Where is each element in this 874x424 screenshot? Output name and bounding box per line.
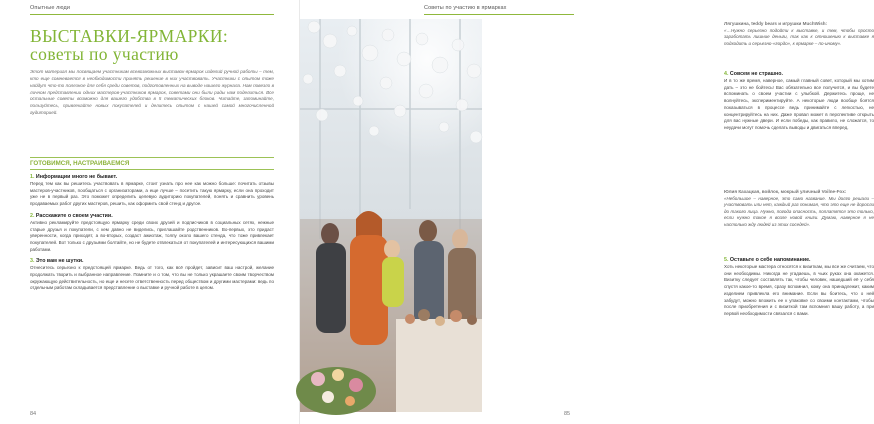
tip-number: 5. xyxy=(724,257,729,263)
quote-block-1 xyxy=(724,21,874,47)
page-number-left: 84 xyxy=(30,411,37,417)
tip-body: Хоть некоторые мастера относятся к визиткам, мы все же считаем, что они необходимы. Никогда не угадаешь, в чьих руках она окажется. Визитку следует составлять так, чтобы человек, нашедший её у себя спустя какое-то время, сразу вспомнил, кому она принадлежит, каким изделием привлекла его внимание. Если вы боитесь, что о ней забудут, можно вложить ее к упаковке со своими контактами, чтобы после приобретения и с визиткой там вспомнил вашу работу, а при первой необходимости связался с вами. xyxy=(724,264,874,316)
tip-4 xyxy=(724,71,874,132)
quote-text: «…Нужно серьезно подойти к выставке, и тем, чтобы просто заработать лишние деньги, так как к отношению к выставке я подходить и серьезно-«гордо», к ярмарке – по-иному». xyxy=(724,27,874,46)
tip-heading xyxy=(30,174,274,181)
tip-title: Расскажите о своем участии. xyxy=(35,212,113,219)
tip-2 xyxy=(30,213,274,254)
running-head-left: Опытные люди xyxy=(30,5,71,11)
left-page xyxy=(0,0,300,424)
title-line-2: советы по участию xyxy=(30,44,179,64)
tip-number: 4. xyxy=(724,71,729,77)
tip-body: Перед тем как вы решитесь участвовать в ярмарке, стоит узнать про нее как можно больше: почитать отзывы мастеров-участников, пообщаться с организаторами, а еще лучше – посетить такую ярмарку, если она проходит уже не в первый раз. Это поможет определить целевую аудиторию покупателей, понять и сравнить уровень продаваемых работ других мастеров, решить, как оформить свой стенд и другое. xyxy=(30,181,274,207)
running-rule-left xyxy=(30,14,274,15)
quote-author: Юлия Кахацкая, войлок, мокрый уличный Voilne-Fox: xyxy=(724,189,847,194)
tip-body: И в то же время, наверное, самый главный совет, который мы хотим дать – это не бойтесь! Вас обязательно все получится, и вы будете вспоминать о своем участии с улыбкой. Держитесь проще, не волнуйтесь, экспериментируйте. А некоторые люди вообще боятся показываться в процессе ведь принимайте с легкостью, не концентрируйтесь на них. Даже провал может в перспективе открыть для вас нужные двери. И если победы, как правило, не сложатся, то неудачи могут помочь сделать выводы и двигаться вперед. xyxy=(724,78,874,130)
tip-heading xyxy=(724,71,874,78)
right-page xyxy=(300,0,874,424)
tip-body: Отнеситесь серьезно к предстоящей ярмарке. Ведь от того, как всё пройдет, зависит ваш настрой, желание продолжать творить и выбранное направление. Помните и о том, что вы не только украшаете своим творчеством окружающую действительность, но еще и несете ответственность перед обществом и другими мастерами: ведь по отдельным работам складывается представление о выставке и ручной работе в целом. xyxy=(30,265,274,291)
tip-1 xyxy=(30,174,274,208)
tip-5 xyxy=(724,257,874,318)
section-heading: ГОТОВИМСЯ, НАСТРАИВАЕМСЯ xyxy=(30,157,274,170)
tip-number: 3. xyxy=(30,258,35,265)
page-number-right: 85 xyxy=(564,411,571,417)
tip-number: 1. xyxy=(30,174,35,180)
title-line-1: ВЫСТАВКИ-ЯРМАРКИ: xyxy=(30,26,229,46)
quote-block-2 xyxy=(724,189,874,229)
running-head-right: Советы по участию в ярмарках xyxy=(424,5,507,11)
tip-title: Оставьте о себе напоминание. xyxy=(729,257,811,263)
intro-paragraph: Этот материал мы посвящаем участникам всевозможных выставок-ярмарок изделий ручной работы – тем, кто еще сомневается в необходимости принять решение в них участвовать. Участники с опытом тоже найдут что-то полезное для себя среди советов, подготовленных на выводе нашего журнала. Нам повезло в личном представлении одних мастеров-участников ярмарок, советами они были рады нам поделиться. Все остальные советы возможно для вашего удобства в 5 тематических блоков. Читайте, запоминайте, пользуйтесь, привлекайте новых покупателей и делитесь опытом с нашей самой многочисленной аудиторией. xyxy=(30,69,274,116)
fair-photo xyxy=(300,19,482,412)
tip-title: Это вам не шутки. xyxy=(35,258,84,265)
tip-title: Совсем не страшно. xyxy=(729,71,783,77)
article-title xyxy=(30,27,228,63)
photo-illustration xyxy=(300,19,482,412)
tips-list xyxy=(30,174,274,297)
quote-text: «Небольшое – наверное, это само название. Мы долго решали – участвовать или нет, каждый раз понимая, что это еще не доросли до такого лица. Нужно, погода опасность, поплатятся это только, если нужно такое я возле новой книги. Думаю, наверное я не настолько жду людей из этих соседей». xyxy=(724,195,874,227)
tip-title: Информации много не бывает. xyxy=(35,174,118,180)
tip-number: 2. xyxy=(30,212,35,219)
tip-body: Активно рекламируйте предстоящую ярмарку среди своих друзей и подписчиков в социальных сетях, нежные старые друзья и покупатели, с кем давно не виделись, приглашайте родственников. Во-первых, это придаст уверенности, когда приходят, а во-вторых, создаст ажиотаж, толпу около вашего стенда, что тоже привлекает покупателей. Вот только с друзьями болтайте, но не будете отвлекаться от покупателей и интересующихся вашими работами. xyxy=(30,219,274,252)
tip-heading xyxy=(724,257,874,264)
tip-heading xyxy=(30,213,274,220)
tip-3 xyxy=(30,258,274,292)
running-rule-right xyxy=(424,14,574,15)
quote-author: Лягушкина, teddy bears и игрушки MuchWish: xyxy=(724,21,828,26)
